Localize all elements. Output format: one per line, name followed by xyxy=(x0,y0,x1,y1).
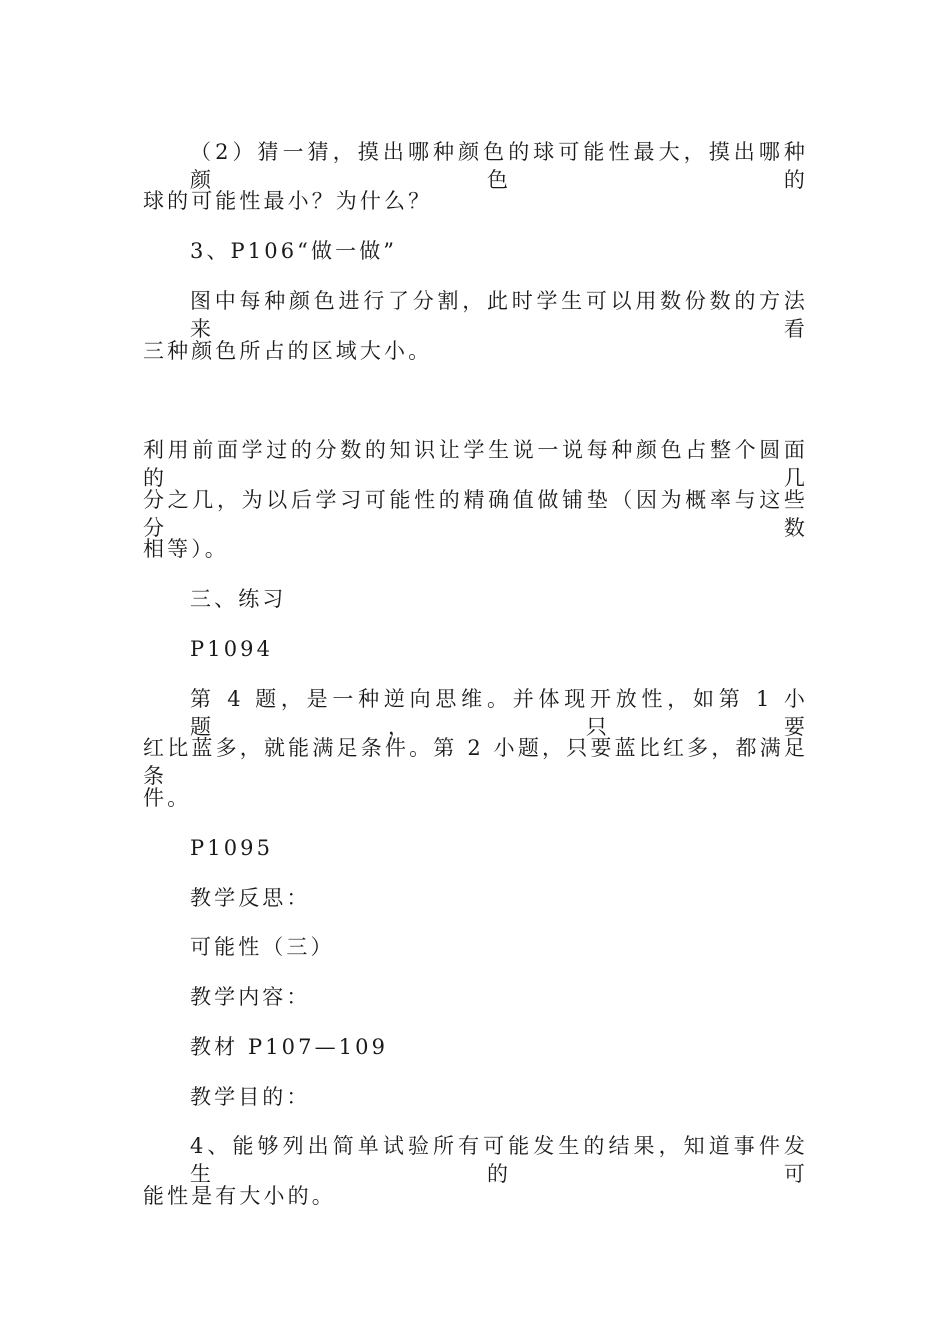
section-heading-practice: 三、练习 xyxy=(190,587,287,611)
paragraph-line-12: 红比蓝多，就能满足条件。第 2 小题，只要蓝比红多，都满足条 xyxy=(143,736,808,788)
paragraph-line-4: 图中每种颜色进行了分割，此时学生可以用数份数的方法来看 xyxy=(190,289,808,341)
paragraph-line-7: 分之几，为以后学习可能性的精确值做铺垫（因为概率与这些分数 xyxy=(143,488,808,540)
paragraph-line-6: 利用前面学过的分数的知识让学生说一说每种颜色占整个圆面的几 xyxy=(143,438,808,490)
teaching-content-label: 教学内容： xyxy=(190,985,311,1009)
page-reference-p1094: P1094 xyxy=(190,637,274,661)
teaching-objective-label: 教学目的： xyxy=(190,1085,311,1109)
textbook-pages: 教材 P107—109 xyxy=(190,1035,389,1059)
paragraph-line-5: 三种颜色所占的区域大小。 xyxy=(143,339,433,363)
page-reference-p1095: P1095 xyxy=(190,836,274,860)
paragraph-line-21: 能性是有大小的。 xyxy=(143,1184,336,1208)
paragraph-line-20: 4、能够列出简单试验所有可能发生的结果，知道事件发生的可 xyxy=(190,1134,808,1186)
teaching-reflection-label: 教学反思： xyxy=(190,886,311,910)
section-heading-do-it: 3、P106“做一做” xyxy=(190,239,398,263)
paragraph-line-2: 球的可能性最小？为什么？ xyxy=(143,189,433,213)
paragraph-line-13: 件。 xyxy=(143,786,192,810)
paragraph-line-1: （2）猜一猜，摸出哪种颜色的球可能性最大，摸出哪种颜色的 xyxy=(190,140,808,192)
paragraph-line-11: 第 4 题，是一种逆向思维。并体现开放性，如第 1 小题，只要 xyxy=(190,687,808,739)
lesson-title: 可能性（三） xyxy=(190,935,335,959)
paragraph-line-8: 相等）。 xyxy=(143,537,229,561)
